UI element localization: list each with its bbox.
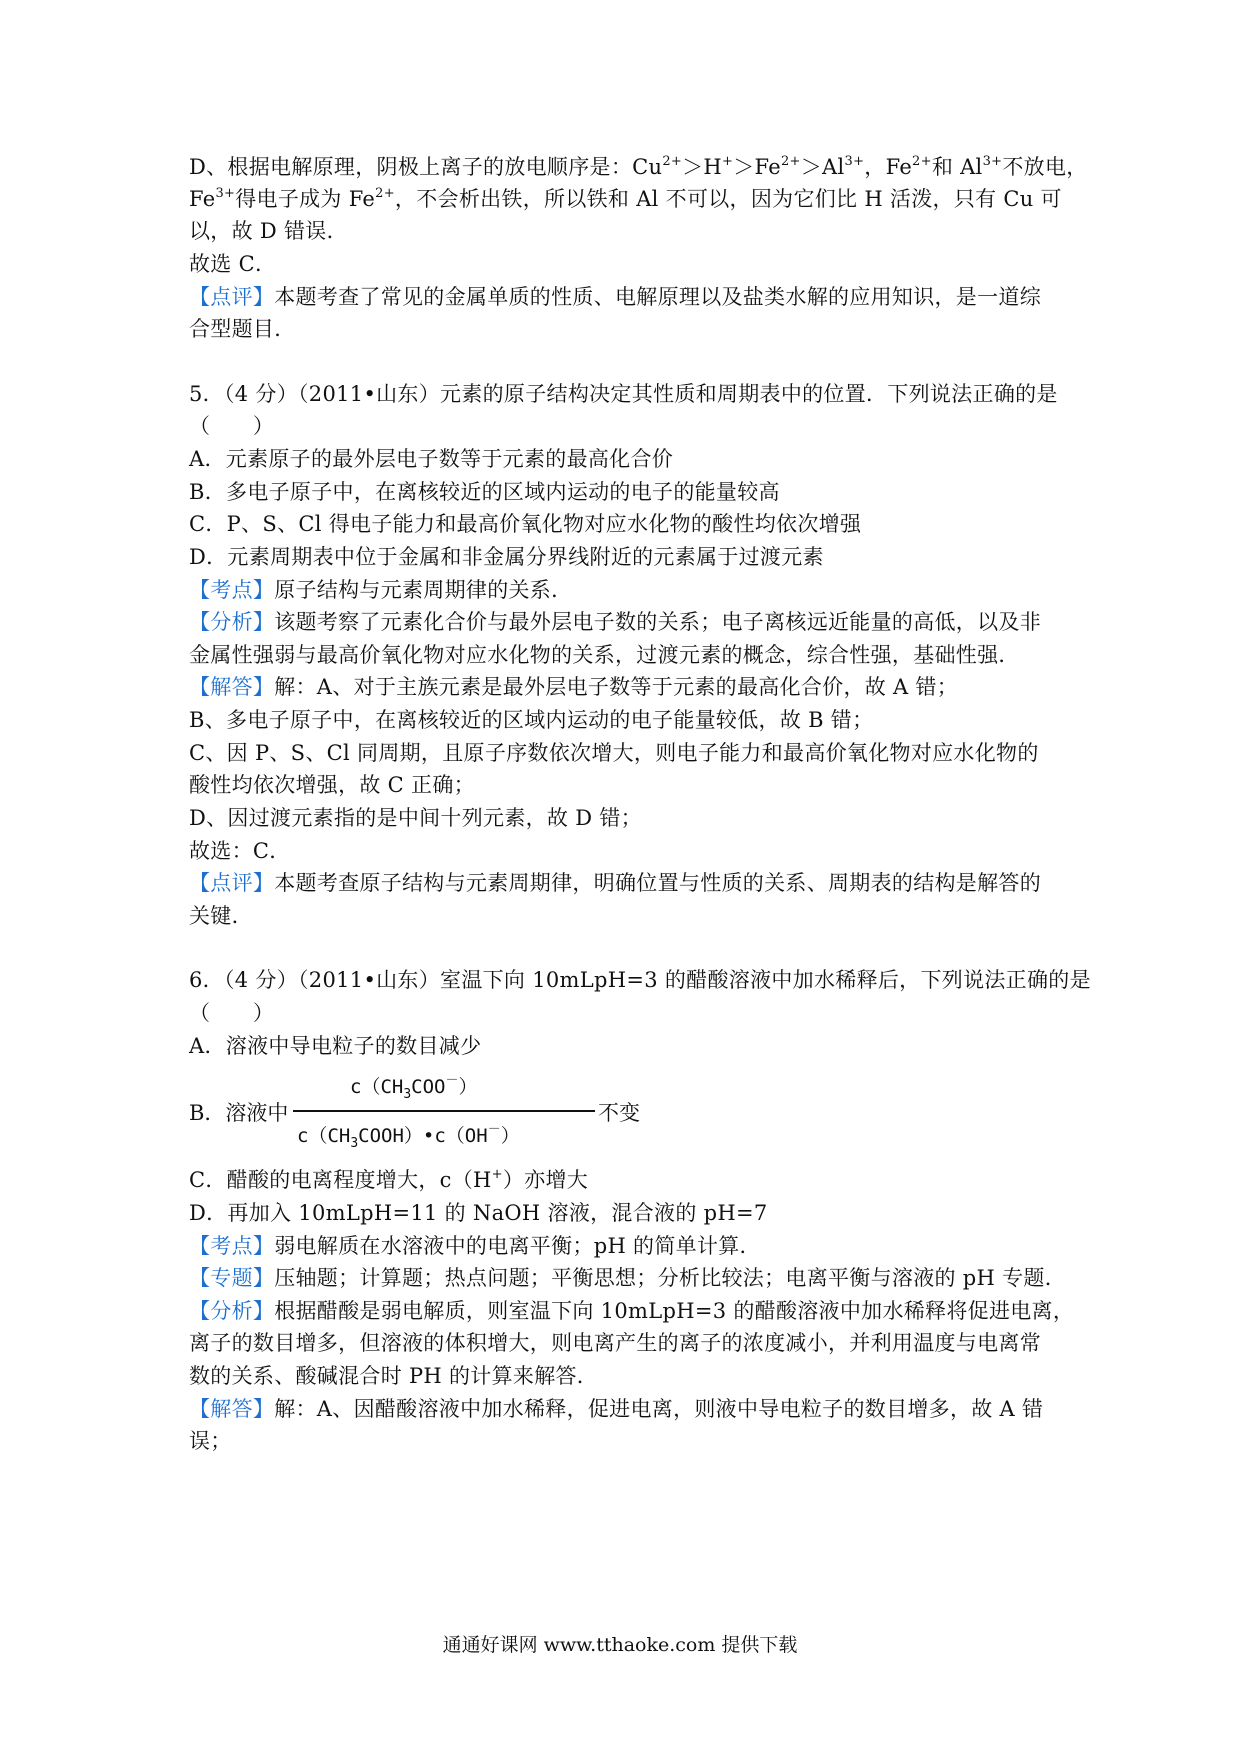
q4-option-d-line1: D、根据电解原理，阴极上离子的放电顺序是：$Cu^{2+}>H^+>Fe^{2+}>Al^{3+}$，$Fe^{2+}$和 $Al^{3+}$不放电， [189, 154, 1088, 179]
q5-jieda-line4: 酸性均依次增强，故 C 正确； [189, 773, 475, 797]
q4-option-d-line3: 以，故 D 错误． [189, 219, 348, 243]
fenxi-tag: 【分析】 [189, 610, 275, 634]
q5-comment-line2: 关键． [189, 904, 253, 928]
q6-fenxi-line1: 【分析】根据醋酸是弱电解质，则室温下向 10mLpH=3 的醋酸溶液中加水稀释将促进电离， [189, 1299, 1075, 1323]
q4-comment-line1: 【点评】本题考查了常见的金属单质的性质、电解原理以及盐类水解的应用知识，是一道综 [189, 285, 1041, 309]
q4-option-d-line2: $Fe^{3+}$得电子成为 $Fe^{2+}$，不会析出铁，所以铁和 Al 不可以，因为它们比 H 活泼，只有 Cu 可 [189, 186, 1062, 211]
q6-stem-line2: （ ） [189, 1001, 275, 1025]
q4-comment-line2: 合型题目． [189, 317, 296, 341]
q6-fenxi-line3: 数的关系、酸碱混合时 PH 的计算来解答． [189, 1364, 599, 1388]
kaodian-tag: 【考点】 [189, 1234, 275, 1258]
q5-jieda-line3: C、因 P、S、Cl 同周期，且原子序数依次增大，则电子能力和最高价氧化物对应水化物的 [189, 741, 1039, 765]
q5-option-a: A．元素原子的最外层电子数等于元素的最高化合价 [189, 447, 674, 471]
fenxi-tag: 【分析】 [189, 1299, 275, 1323]
jieda-tag: 【解答】 [189, 675, 275, 699]
q5-option-c: C．P、S、Cl 得电子能力和最高价氧化物对应水化物的酸性均依次增强 [189, 512, 862, 536]
comment-tag: 【点评】 [189, 871, 275, 895]
q5-stem-line1: 5．（4 分）（2011•山东）元素的原子结构决定其性质和周期表中的位置．下列说法正确的是 [189, 382, 1058, 406]
q5-option-d: D．元素周期表中位于金属和非金属分界线附近的元素属于过渡元素 [189, 545, 824, 569]
q6-option-b-numerator: $c(CH_3COO^-)$ [350, 1073, 478, 1102]
jieda-tag: 【解答】 [189, 1397, 275, 1421]
q6-stem-line1: 6．（4 分）（2011•山东）室温下向 10mLpH=3 的醋酸溶液中加水稀释后，下列说法正确的是 [189, 968, 1091, 992]
q6-option-c: C．醋酸的电离程度增大，c（H+）亦增大 [189, 1167, 589, 1192]
q5-stem-line2: （ ） [189, 414, 275, 438]
q6-option-b-suffix: 不变 [598, 1101, 640, 1125]
page-footer: 通通好课网 www.tthaoke.com 提供下载 [442, 1634, 798, 1656]
zhuanti-tag: 【专题】 [189, 1266, 275, 1290]
q5-jieda-line1: 【解答】解：A、对于主族元素是最外层电子数等于元素的最高化合价，故 A 错； [189, 675, 959, 699]
q6-option-b-fraction-bar [293, 1110, 595, 1112]
q5-fenxi-line1: 【分析】该题考察了元素化合价与最外层电子数的关系；电子离核远近能量的高低，以及非 [189, 610, 1041, 634]
comment-tag: 【点评】 [189, 285, 275, 309]
q6-option-b-denominator: $c(CH_3COOH)•c(OH^-)$ [297, 1122, 520, 1151]
q4-answer: 故选 C． [189, 252, 277, 276]
q5-fenxi-line2: 金属性强弱与最高价氧化物对应水化物的关系，过渡元素的概念，综合性强，基础性强． [189, 643, 1020, 667]
q6-kaodian: 【考点】弱电解质在水溶液中的电离平衡；pH 的简单计算． [189, 1234, 761, 1258]
q5-answer: 故选：C． [189, 839, 291, 863]
q5-comment-line1: 【点评】本题考查原子结构与元素周期律，明确位置与性质的关系、周期表的结构是解答的 [189, 871, 1041, 895]
kaodian-tag: 【考点】 [189, 578, 275, 602]
q6-fenxi-line2: 离子的数目增多，但溶液的体积增大，则电离产生的离子的浓度减小，并利用温度与电离常 [189, 1331, 1041, 1355]
q6-zhuanti: 【专题】压轴题；计算题；热点问题；平衡思想；分析比较法；电离平衡与溶液的 pH 专题． [189, 1266, 1067, 1290]
q6-option-a: A．溶液中导电粒子的数目减少 [189, 1034, 482, 1058]
q5-kaodian: 【考点】原子结构与元素周期律的关系． [189, 578, 573, 602]
q6-option-d: D．再加入 10mLpH=11 的 NaOH 溶液，混合液的 pH=7 [189, 1201, 768, 1225]
q5-jieda-line5: D、因过渡元素指的是中间十列元素，故 D 错； [189, 806, 642, 830]
q5-jieda-line2: B、多电子原子中，在离核较近的区域内运动的电子能量较低，故 B 错； [189, 708, 874, 732]
q6-option-b-label: B．溶液中 [189, 1101, 289, 1125]
q5-option-b: B．多电子原子中，在离核较近的区域内运动的电子的能量较高 [189, 480, 780, 504]
q6-jieda-line1: 【解答】解：A、因醋酸溶液中加水稀释，促进电离，则液中导电粒子的数目增多，故 A 错 [189, 1397, 1044, 1421]
q6-jieda-line2: 误； [189, 1429, 232, 1453]
